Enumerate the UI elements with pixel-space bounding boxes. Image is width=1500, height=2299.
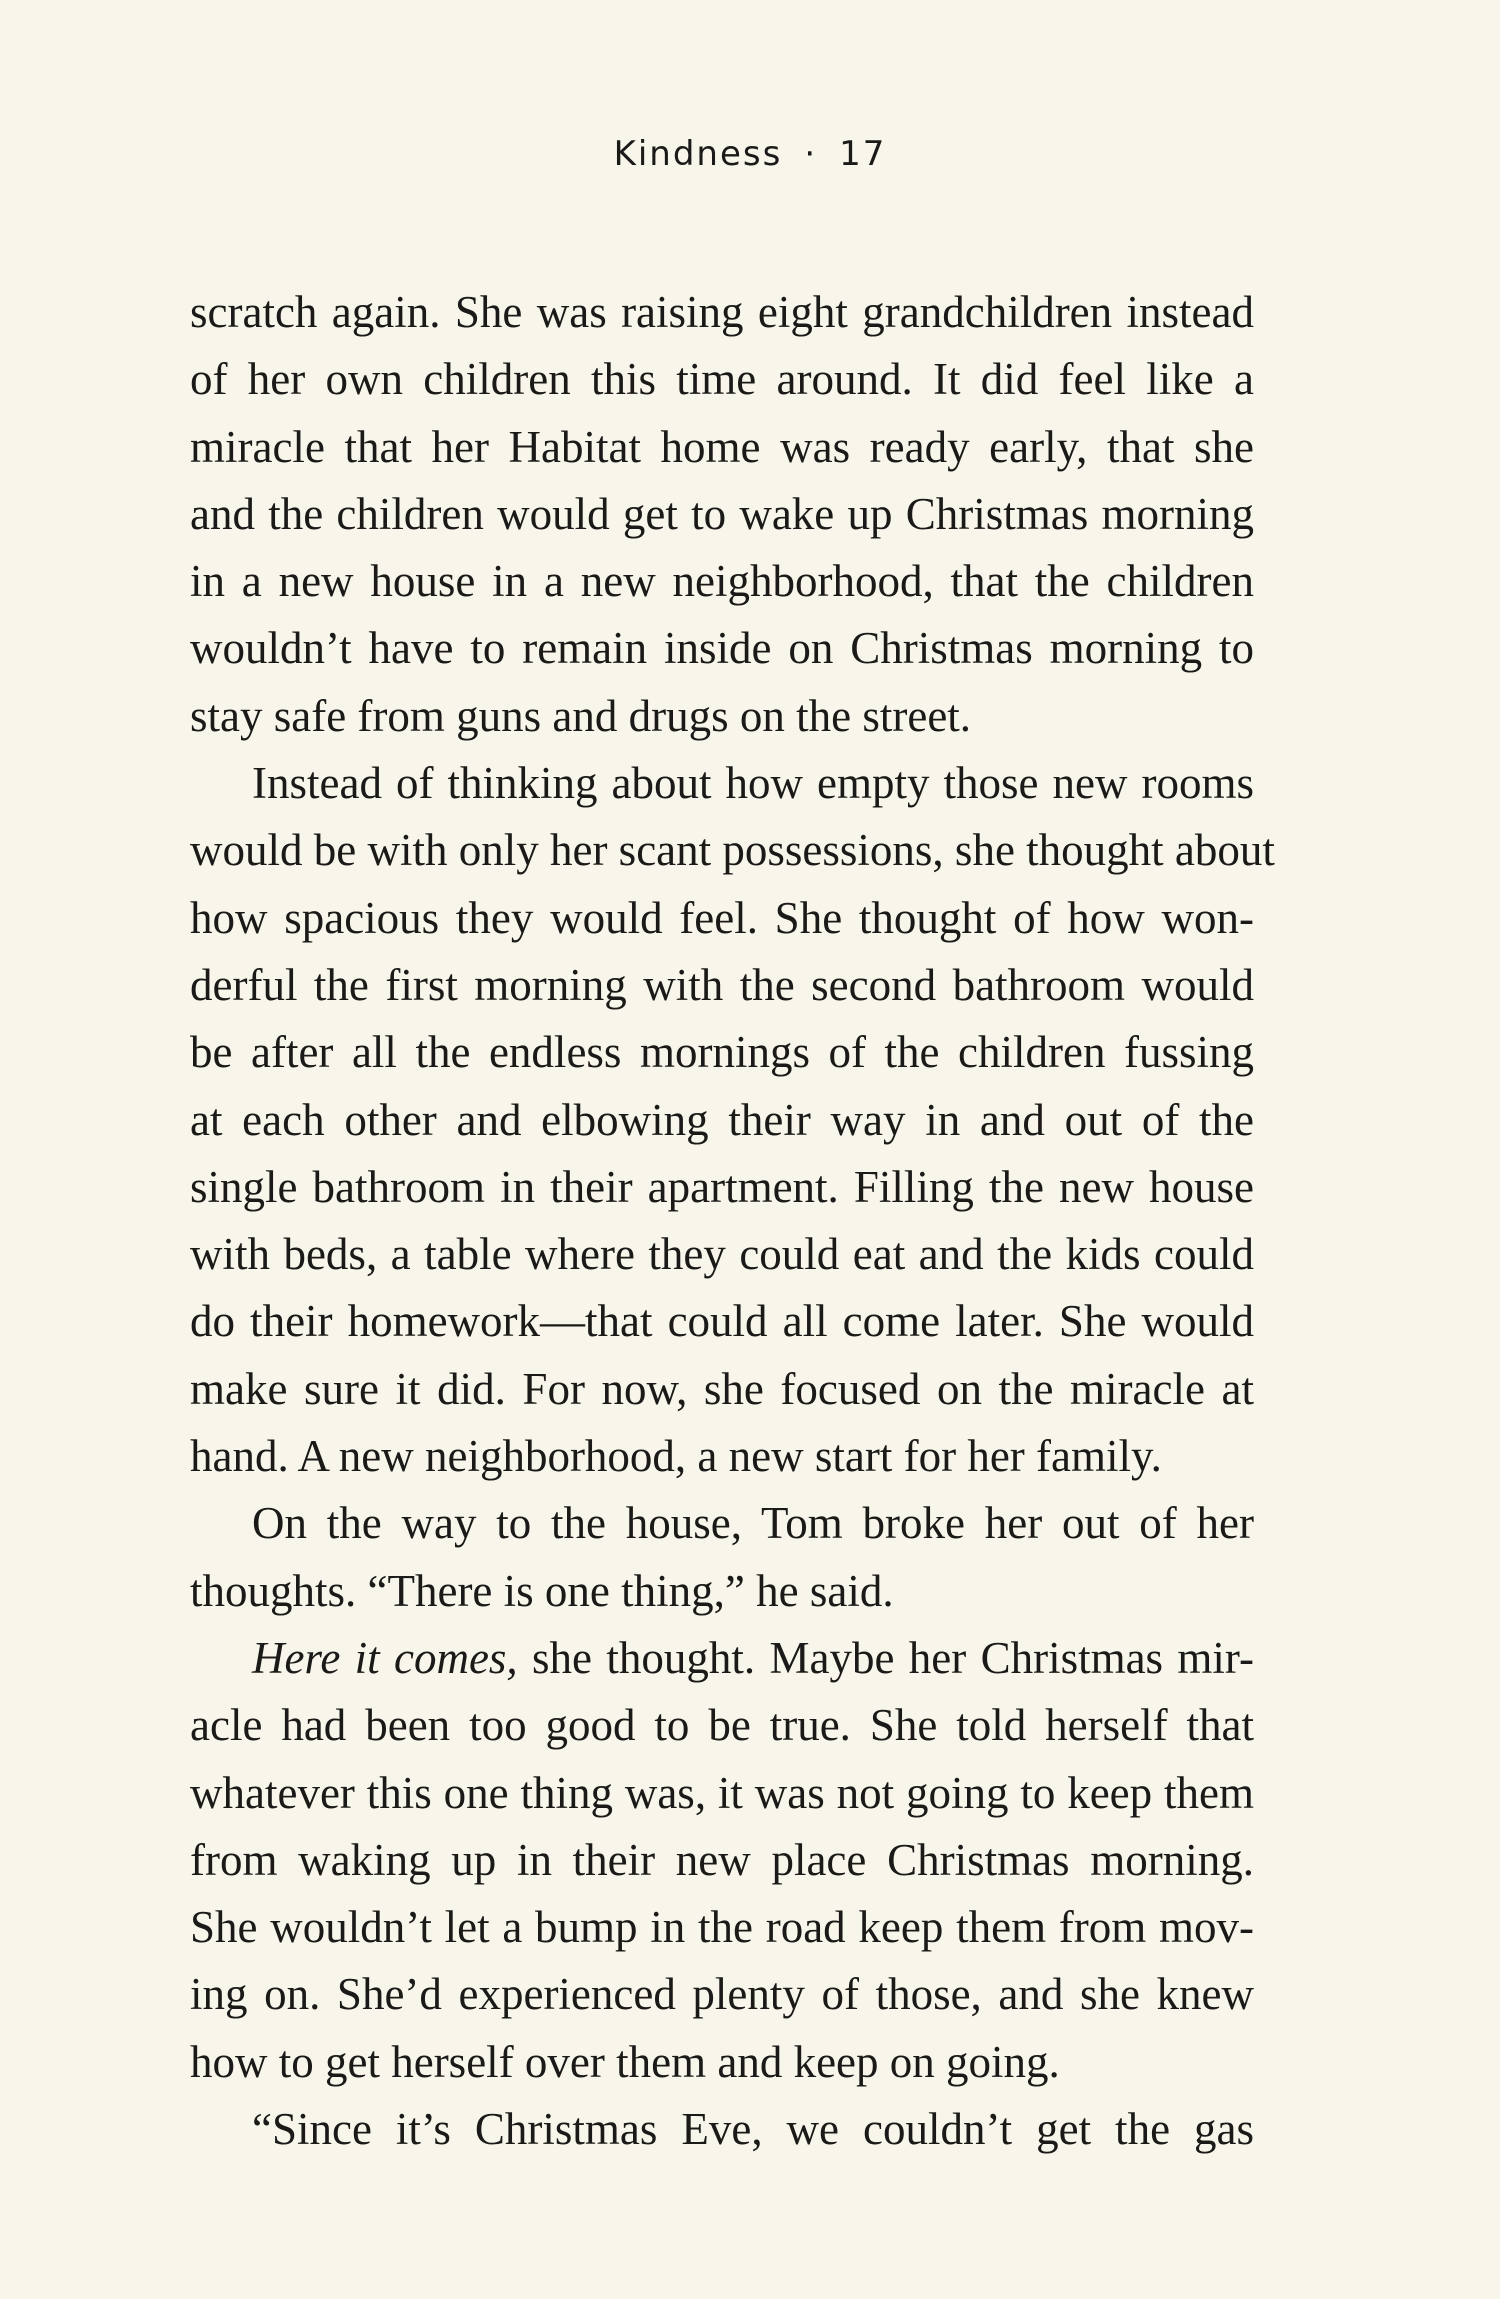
text-line: would be with only her scant possessions, she thought about: [190, 825, 1275, 876]
italic-phrase: Here it comes,: [252, 1632, 518, 1683]
text-line: from waking up in their new place Christmas morning.: [190, 1834, 1254, 1885]
text-line: scratch again. She was raising eight grandchildren instead: [190, 287, 1254, 337]
page-number: 17: [839, 134, 887, 174]
body-text: [190, 279, 1275, 2163]
text-line: whatever this one thing was, it was not going to keep them: [190, 1767, 1254, 1818]
text-line: wouldn’t have to remain inside on Christmas morning to: [190, 623, 1254, 674]
text-line: On the way to the house, Tom broke her out of her: [252, 1498, 1254, 1549]
text-line: ing on. She’d experienced plenty of those, and she knew: [190, 1969, 1254, 2020]
text-line: derful the first morning with the second bathroom would: [190, 959, 1254, 1010]
text-line: “Since it’s Christmas Eve, we couldn’t get the gas: [252, 2104, 1254, 2155]
text-line: do their homework—that could all come later. She would: [190, 1296, 1254, 1347]
text-line: hand. A new neighborhood, a new start for her family.: [190, 1431, 1162, 1482]
text-line: of her own children this time around. It did feel like a: [190, 354, 1254, 405]
text-line: acle had been too good to be true. She told herself that: [190, 1700, 1254, 1751]
text-line: at each other and elbowing their way in and out of the: [190, 1094, 1254, 1145]
text-line: Instead of thinking about how empty those new rooms: [252, 758, 1254, 809]
text-line: be after all the endless mornings of the children fussing: [190, 1027, 1254, 1078]
text-line: in a new house in a new neighborhood, that the children: [190, 556, 1254, 607]
text-line: miracle that her Habitat home was ready early, that she: [190, 421, 1254, 472]
text-line: and the children would get to wake up Christmas morning: [190, 488, 1254, 539]
text-line: [190, 1625, 1254, 1692]
text-line: thoughts. “There is one thing,” he said.: [190, 1565, 894, 1616]
text-line: how spacious they would feel. She thought of how won-: [190, 892, 1254, 943]
text-line: make sure it did. For now, she focused on the miracle at: [190, 1363, 1254, 1414]
text-line: how to get herself over them and keep on going.: [190, 2036, 1060, 2087]
running-header: [0, 134, 1500, 174]
text-line: stay safe from guns and drugs on the street.: [190, 690, 972, 741]
header-separator: ·: [804, 134, 818, 174]
chapter-title: Kindness: [613, 134, 783, 174]
text-line: with beds, a table where they could eat and the kids could: [190, 1229, 1254, 1280]
text-line: She wouldn’t let a bump in the road keep them from mov-: [190, 1902, 1254, 1953]
text-line: single bathroom in their apartment. Filling the new house: [190, 1161, 1254, 1212]
text-line-remainder: she thought. Maybe her Christmas mir-: [517, 1632, 1254, 1683]
